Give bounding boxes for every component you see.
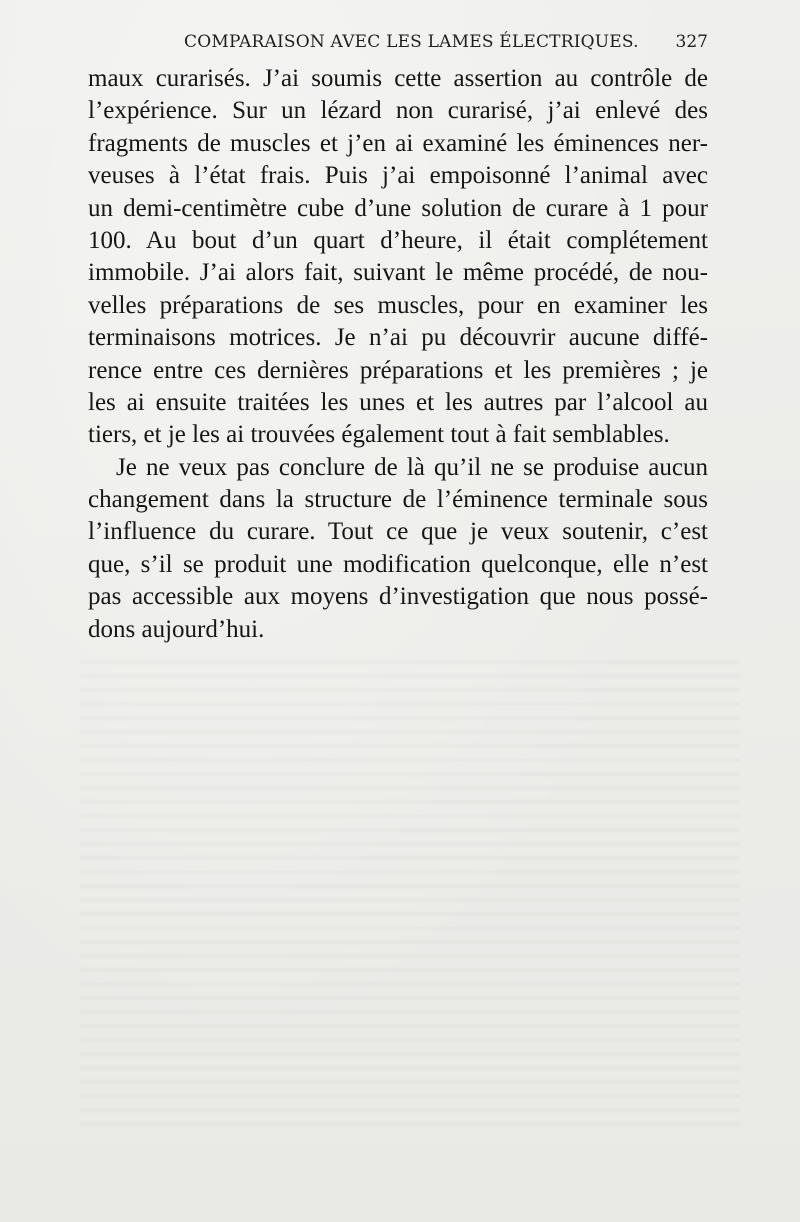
text-line: l’influence du curare. Tout ce que je veux soutenir, c’est <box>88 518 708 546</box>
text-line: fragments de muscles et j’en ai examiné les éminences ner- <box>88 129 708 157</box>
text-line: immobile. J’ai alors fait, suivant le même procédé, de nou- <box>88 259 708 287</box>
body-text <box>88 63 708 646</box>
running-header <box>88 32 708 60</box>
page-number: 327 <box>675 32 708 52</box>
show-through-from-reverse-page <box>80 660 740 1130</box>
text-line: l’expérience. Sur un lézard non curarisé, j’ai enlevé des <box>88 97 708 125</box>
text-line: dons aujourd’hui. <box>88 615 265 643</box>
running-title: COMPARAISON AVEC LES LAMES ÉLECTRIQUES. <box>184 32 639 52</box>
text-line: velles préparations de ses muscles, pour en examiner les <box>88 291 708 319</box>
text-line: que, s’il se produit une modification quelconque, elle n’est <box>88 550 708 578</box>
paragraph-2 <box>88 452 708 646</box>
text-line: les ai ensuite traitées les unes et les autres par l’alcool au <box>88 388 708 416</box>
text-line: 100. Au bout d’un quart d’heure, il était complétement <box>88 226 708 254</box>
text-line: tiers, et je les ai trouvées également tout à fait semblables. <box>88 421 670 449</box>
text-line: terminaisons motrices. Je n’ai pu découvrir aucune diffé- <box>88 324 708 352</box>
text-line: pas accessible aux moyens d’investigation que nous possé- <box>88 583 708 611</box>
text-line: Je ne veux pas conclure de là qu’il ne se produise aucun <box>116 453 708 481</box>
paragraph-1 <box>88 63 708 452</box>
text-line: maux curarisés. J’ai soumis cette assertion au contrôle de <box>88 65 708 92</box>
text-line: rence entre ces dernières préparations et les premières ; je <box>88 356 708 384</box>
text-line: changement dans la structure de l’éminence terminale sous <box>88 486 708 514</box>
text-line: un demi-centimètre cube d’une solution de curare à 1 pour <box>88 194 708 222</box>
text-line: veuses à l’état frais. Puis j’ai empoisonné l’animal avec <box>88 162 708 190</box>
